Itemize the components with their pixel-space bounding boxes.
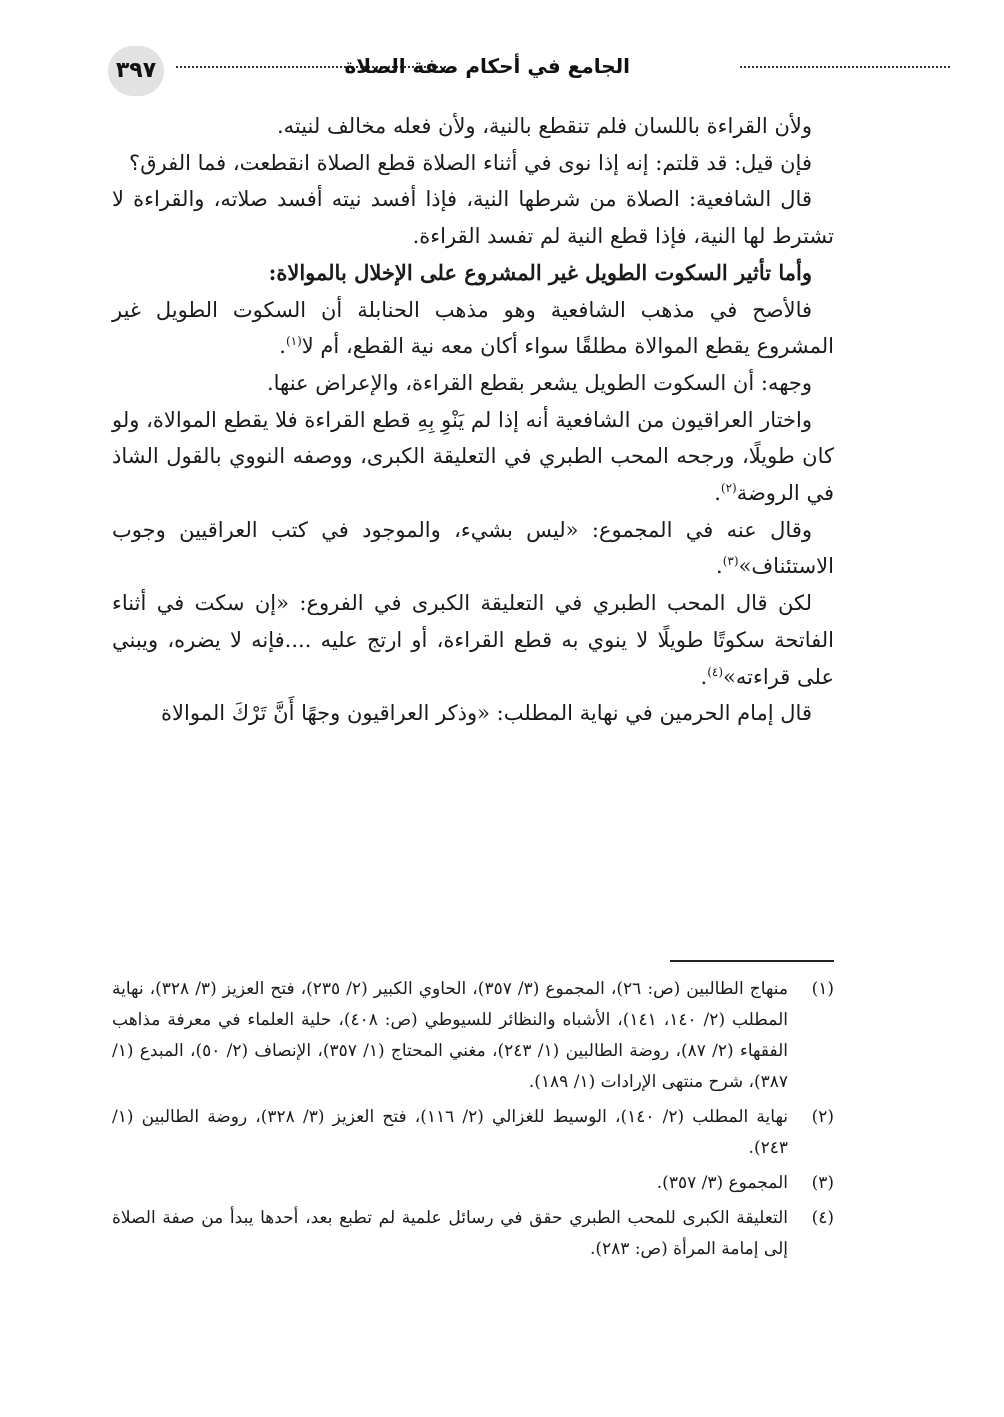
footnotes — [112, 974, 834, 1269]
paragraph — [112, 512, 834, 585]
paragraph — [112, 292, 834, 365]
paragraph: ولأن القراءة باللسان فلم تنقطع بالنية، ولأن فعله مخالف لنيته. — [276, 114, 812, 138]
footnote-number: (٤) — [811, 1208, 834, 1228]
footnote — [112, 1102, 834, 1164]
footnote — [112, 974, 834, 1098]
footnote-ref: (٤) — [707, 664, 724, 679]
page-number-badge: ٣٩٧ — [108, 46, 164, 96]
paragraph-end: . — [716, 554, 723, 579]
footnote-number: (٣) — [811, 1173, 834, 1193]
main-text — [112, 108, 834, 732]
footnote-separator — [670, 960, 834, 962]
section-heading: وأما تأثير السكوت الطويل غير المشروع على الإخلال بالموالاة: — [268, 259, 812, 285]
paragraph — [112, 402, 834, 512]
paragraph-text: وقال عنه في المجموع: «ليس بشيء، والموجود في كتب العراقيين وجوب الاستئناف» — [112, 517, 834, 579]
paragraph-end: . — [714, 481, 721, 506]
paragraph-text: فالأصح في مذهب الشافعية وهو مذهب الحنابلة أن السكوت الطويل غير المشروع يقطع الموالاة مطلقًا سواء أكان معه نية القطع، أم لا — [112, 297, 834, 359]
footnote — [112, 1168, 834, 1199]
header-dotted-leader-right — [740, 66, 950, 68]
footnote-text: التعليقة الكبرى للمحب الطبري حقق في رسائل علمية لم تطبع بعد، أحدها يبدأ من صفة الصلاة إلى إمامة المرأة (ص: ٢٨٣). — [112, 1208, 788, 1259]
footnote-ref: (١) — [285, 334, 302, 349]
page-header — [108, 46, 848, 98]
footnote-ref: (٣) — [722, 554, 739, 569]
paragraph-end: . — [279, 334, 286, 359]
running-title: الجامع في أحكام صفة الصلاة — [344, 54, 630, 78]
paragraph-end: . — [700, 664, 708, 689]
footnote-text: المجموع (٣/ ٣٥٧). — [656, 1173, 788, 1193]
paragraph: فإن قيل: قد قلتم: إنه إذا نوى في أثناء الصلاة قطع الصلاة انقطعت، فما الفرق؟ — [129, 150, 812, 175]
paragraph-text: واختار العراقيون من الشافعية أنه إذا لم يَنْوِ بِهِ قطع القراءة فلا يقطع الموالاة، ولو كان طويلًا، ورجحه المحب الطبري في التعليقة الكبرى، ووصفه النووي بالقول الشاذ في الروضة — [112, 407, 834, 506]
footnote-text: منهاج الطالبين (ص: ٢٦)، المجموع (٣/ ٣٥٧)، الحاوي الكبير (٢/ ٢٣٥)، فتح العزيز (٣/ ٣٢٨)، نهاية المطلب (٢/ ١٤٠، ١٤١)، الأشباه والنظائر للسيوطي (ص: ٤٠٨)، حلية العلماء في معرفة مذاهب الفقهاء (٢/ ٨٧)، روضة الطالبين (١/ ٢٤٣)، مغني المحتاج (١/ ٣٥٧)، الإنصاف (٢/ ٥٠)، المبدع (١/ ٣٨٧)، شرح منتهى الإرادات (١/ ١٨٩). — [112, 979, 788, 1092]
paragraph — [112, 585, 834, 695]
paragraph: قال الشافعية: الصلاة من شرطها النية، فإذا أفسد نيته أفسد صلاته، والقراءة لا تشترط لها النية، فإذا قطع النية لم تفسد القراءة. — [112, 187, 834, 249]
footnote — [112, 1203, 834, 1265]
footnote-ref: (٢) — [720, 481, 737, 496]
footnote-text: نهاية المطلب (٢/ ١٤٠)، الوسيط للغزالي (٢/ ١١٦)، فتح العزيز (٣/ ٣٢٨)، روضة الطالبين (١/ ٢٤٣). — [112, 1107, 789, 1158]
paragraph-text: لكن قال المحب الطبري في التعليقة الكبرى في الفروع: «إن سكت في أثناء الفاتحة سكوتًا طويلًا لا ينوي به قطع القراءة، أو ارتج عليه ....فإنه لا يضره، ويبني على قراءته» — [112, 591, 834, 689]
footnote-number: (١) — [811, 979, 834, 999]
footnote-number: (٢) — [811, 1107, 834, 1127]
paragraph: قال إمام الحرمين في نهاية المطلب: «وذكر العراقيون وجهًا أَنَّ تَرْكَ الموالاة — [161, 701, 812, 726]
paragraph: وجهه: أن السكوت الطويل يشعر بقطع القراءة، والإعراض عنها. — [266, 370, 812, 395]
